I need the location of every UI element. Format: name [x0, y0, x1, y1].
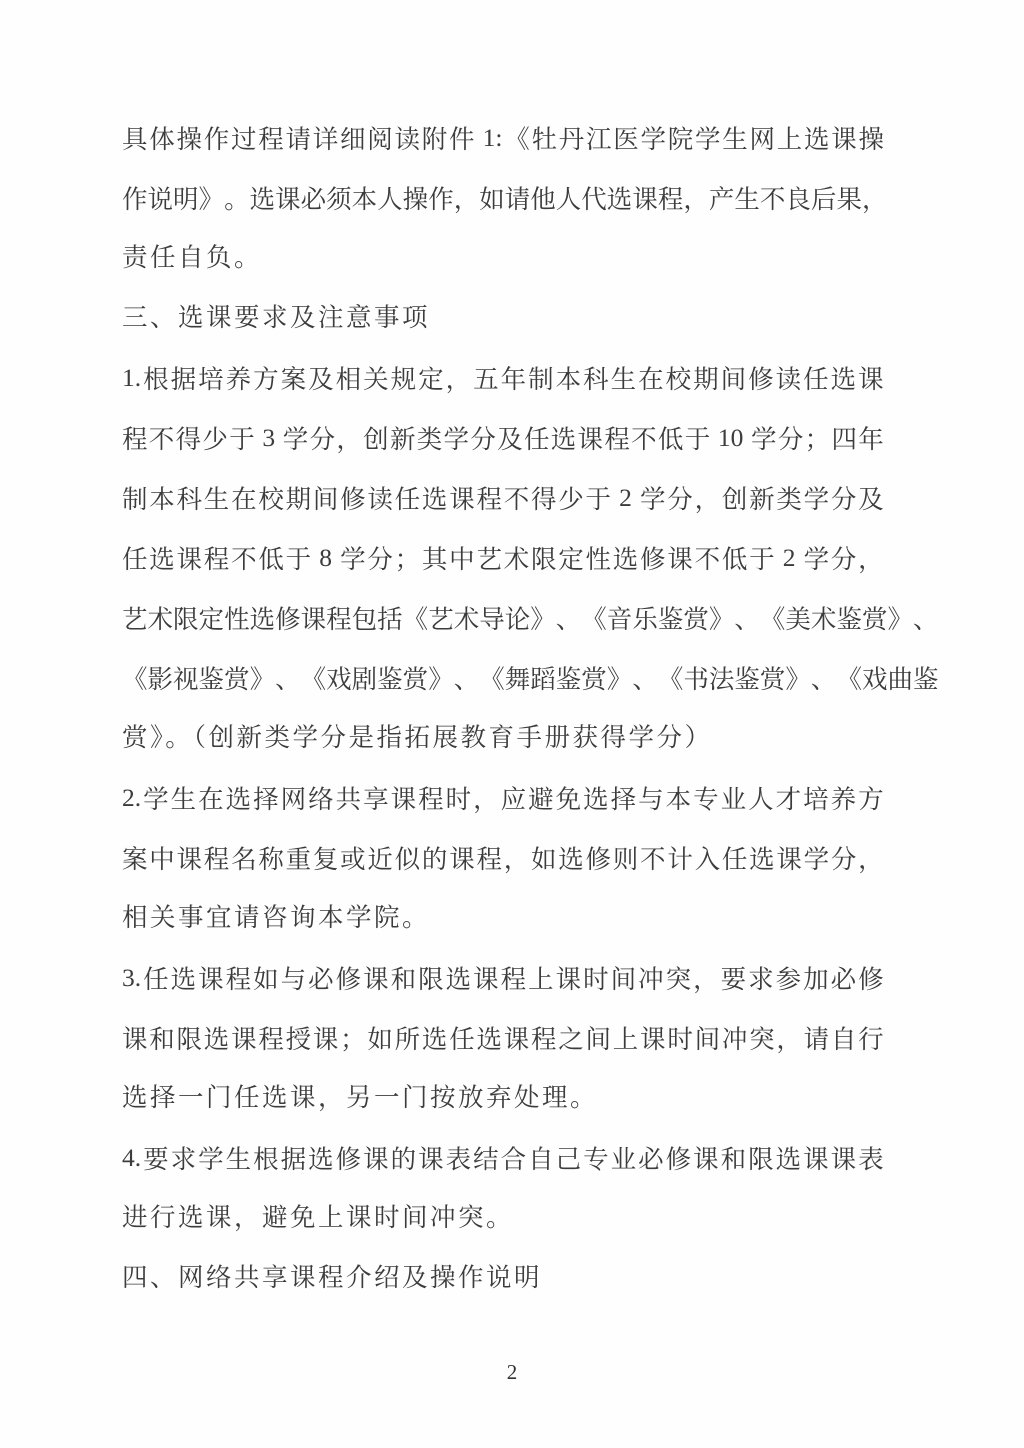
text-line: 进行选课，避免上课时间冲突。	[122, 1203, 515, 1232]
text-line: 责任自负。	[122, 243, 263, 272]
text-line: 1. 根 据 培 养 方 案 及 相 关 规 定 ， 五 年 制 本 科 生 在 校 期 间 修 读 任 选 课	[122, 363, 884, 394]
text-line: 任 选 课 程 不 低 于 8 学 分 ； 其 中 艺 术 限 定 性 选 修 课 不 低 于 2 学 分 ，	[122, 543, 884, 574]
page-number: 2	[506, 1360, 518, 1384]
text-line: 相关事宜请咨询本学院。	[122, 903, 431, 932]
text-line: 4. 要 求 学 生 根 据 选 修 课 的 课 表 结 合 自 己 专 业 必 修 课 和 限 选 课 课 表	[122, 1143, 884, 1174]
text-line: 课 和 限 选 课 程 授 课 ； 如 所 选 任 选 课 程 之 间 上 课 时 间 冲 突 ， 请 自 行	[122, 1025, 884, 1054]
text-line: 四、网络共享课程介绍及操作说明	[122, 1263, 543, 1292]
text-line: 具 体 操 作 过 程 请 详 细 阅 读 附 件 1: 《 牡 丹 江 医 学 院 学 生 网 上 选 课 操	[122, 123, 884, 154]
text-line: 作 说 明 》 。 选 课 必 须 本 人 操 作 ， 如 请 他 人 代 选 课 程 ， 产 生 不 良 后 果 ，	[122, 185, 888, 214]
text-line: 《 影 视 鉴 赏 》 、 《 戏 剧 鉴 赏 》 、 《 舞 蹈 鉴 赏 》 、 《 书 法 鉴 赏 》 、 《 戏 曲 鉴	[122, 665, 939, 694]
text-line: 艺 术 限 定 性 选 修 课 程 包 括 《 艺 术 导 论 》 、 《 音 乐 鉴 赏 》 、 《 美 术 鉴 赏 》 、	[122, 605, 939, 634]
text-line: 程 不 得 少 于 3 学 分 ， 创 新 类 学 分 及 任 选 课 程 不 低 于 10 学 分 ； 四 年	[122, 423, 884, 454]
text-line: 选择一门任选课，另一门按放弃处理。	[122, 1083, 599, 1112]
document-body	[122, 108, 939, 1308]
text-line: 赏》。（创新类学分是指拓展教育手册获得学分）	[122, 723, 713, 752]
text-line: 案 中 课 程 名 称 重 复 或 近 似 的 课 程 ， 如 选 修 则 不 计 入 任 选 课 学 分 ，	[122, 845, 884, 874]
text-line: 三、选课要求及注意事项	[122, 303, 431, 332]
text-line: 2. 学 生 在 选 择 网 络 共 享 课 程 时 ， 应 避 免 选 择 与 本 专 业 人 才 培 养 方	[122, 783, 884, 814]
text-line: 3. 任 选 课 程 如 与 必 修 课 和 限 选 课 程 上 课 时 间 冲 突 ， 要 求 参 加 必 修	[122, 963, 884, 994]
text-line: 制 本 科 生 在 校 期 间 修 读 任 选 课 程 不 得 少 于 2 学 分 ， 创 新 类 学 分 及	[122, 483, 884, 514]
